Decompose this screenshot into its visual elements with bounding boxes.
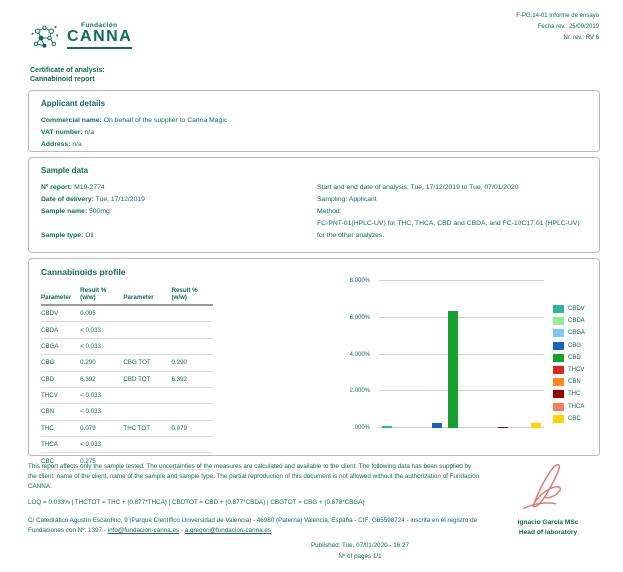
report-note: This report affects only the sample tested. The uncertainties of the measures are calculated and available to the client. The following data has been supplied by the client: name of the client, name of the sample and sample type. The partial reproduction of this document is not allowed without the authorization of Fundación CANNA. bbox=[28, 463, 480, 491]
table-row bbox=[41, 305, 213, 322]
parameter-cell bbox=[123, 404, 171, 420]
result-cell: < 0.033 bbox=[80, 338, 123, 354]
sample-left-fields bbox=[41, 182, 145, 242]
doc-ref-line2: Fecha rev.: 25/09/2019 bbox=[537, 23, 599, 30]
applicant-details-title: Applicant details bbox=[41, 99, 106, 108]
parameter-cell: CBC bbox=[41, 453, 80, 469]
field-address bbox=[41, 139, 227, 151]
method-text: FC-PNT-01(HPLC-UV) for THC, THCA, CBD and CBDA, and FC-10C17.01 (HPLC-UV) for the other analyzes. bbox=[317, 219, 580, 239]
chart-gridline bbox=[379, 390, 544, 391]
legend-swatch bbox=[553, 390, 564, 398]
bar-cbdv bbox=[382, 426, 392, 428]
parameter-cell: THCV bbox=[41, 387, 80, 403]
sample-right-fields bbox=[317, 182, 589, 241]
signature-block bbox=[486, 460, 610, 536]
result-cell bbox=[171, 338, 213, 354]
legend-label: CBDV bbox=[568, 306, 585, 312]
field-value: 500mg bbox=[87, 207, 110, 215]
chart-ytick-label: 4.000% bbox=[349, 351, 370, 358]
legend-label: THC bbox=[568, 391, 581, 398]
chart-ytick-label: .000% bbox=[352, 425, 370, 431]
field-method bbox=[317, 206, 589, 218]
applicant-details-box bbox=[28, 90, 600, 152]
result-cell: 0.275 bbox=[80, 453, 123, 469]
email-link-info[interactable]: info@fundacion-canna.es bbox=[107, 527, 180, 535]
legend-item-thca bbox=[553, 403, 585, 411]
signatory-name: Ignacio García MSc bbox=[517, 519, 579, 526]
cannabinoids-profile-title: Cannabinoids profile bbox=[41, 267, 126, 277]
cannabinoid-table bbox=[41, 285, 213, 470]
parameter-cell: CBDA bbox=[41, 322, 80, 338]
parameter-cell: CBGA bbox=[41, 338, 80, 354]
field-label: Start and end date of analysis: bbox=[317, 184, 409, 191]
field-analysis-dates bbox=[317, 182, 589, 194]
chart-legend bbox=[553, 305, 585, 427]
legend-item-thcv bbox=[553, 366, 585, 374]
legend-item-cbg bbox=[553, 342, 585, 350]
field-label: Nº report: bbox=[41, 184, 73, 191]
field-value: Applicant bbox=[347, 195, 377, 203]
cannabinoid-table-head bbox=[41, 285, 213, 305]
field-label: Address: bbox=[41, 140, 71, 148]
field-report-number bbox=[41, 182, 145, 194]
chart-ytick-label: 8.000% bbox=[349, 278, 370, 284]
field-label: Sample name: bbox=[41, 207, 88, 215]
field-value: Tue, 17/12/2019 bbox=[93, 195, 145, 203]
logo-canna-text: CANNA bbox=[67, 29, 132, 49]
field-vat-number bbox=[41, 127, 227, 139]
certificate-title-line2: Cannabinoid report bbox=[30, 76, 95, 84]
field-sample-type bbox=[41, 230, 145, 242]
legend-label: CBC bbox=[568, 415, 581, 422]
parameter-cell bbox=[123, 322, 171, 338]
table-row bbox=[41, 338, 213, 354]
parameter-cell: THC bbox=[41, 420, 80, 436]
result-cell: < 0.033 bbox=[80, 387, 123, 403]
chart-ytick-label: 2.000% bbox=[349, 388, 370, 395]
result-cell: 0.095 bbox=[80, 305, 123, 322]
parameter-cell bbox=[123, 338, 171, 354]
result-cell bbox=[171, 437, 213, 453]
result-cell bbox=[171, 404, 213, 420]
result-cell bbox=[171, 305, 213, 322]
parameter-cell: CBD bbox=[41, 371, 80, 387]
applicant-fields bbox=[41, 115, 227, 151]
spacer bbox=[41, 218, 145, 230]
field-sampling bbox=[317, 194, 589, 206]
chart-gridline bbox=[379, 427, 544, 428]
field-value: M19-2774 bbox=[72, 184, 105, 191]
result-cell: 0.079 bbox=[171, 420, 213, 436]
bar-thc bbox=[498, 427, 508, 428]
result-cell: 0.290 bbox=[80, 355, 123, 371]
legend-label: THCA bbox=[568, 403, 585, 410]
legend-label: CBDA bbox=[568, 318, 585, 325]
molecule-icon bbox=[30, 22, 64, 59]
legend-label: CBN bbox=[568, 379, 581, 386]
doc-ref-line1: F-PG.14-01 Informe de ensayo bbox=[516, 13, 599, 19]
field-value: Oil bbox=[83, 231, 94, 239]
legend-swatch bbox=[553, 342, 564, 350]
field-label: Sample type: bbox=[41, 231, 84, 239]
table-row bbox=[41, 437, 213, 453]
col-result-1: Result % (w/w) bbox=[80, 285, 123, 305]
field-label: VAT number: bbox=[41, 128, 83, 136]
address-separator: - bbox=[179, 527, 185, 535]
legend-swatch bbox=[553, 305, 564, 313]
parameter-cell: CBG bbox=[41, 355, 80, 371]
parameter-cell: THCA bbox=[41, 437, 80, 453]
chart-ytick-label: 6.000% bbox=[349, 314, 370, 321]
logo-wordmark bbox=[67, 22, 132, 49]
chart-ylabels bbox=[329, 278, 373, 431]
published-date: Published: Tue, 07/01/2020 - 16:27 bbox=[310, 542, 410, 549]
legend-swatch bbox=[553, 378, 564, 386]
legend-swatch bbox=[553, 317, 564, 325]
result-cell bbox=[171, 387, 213, 403]
legend-item-cbda bbox=[553, 317, 585, 325]
result-cell: 0.079 bbox=[80, 420, 123, 436]
parameter-cell bbox=[123, 437, 171, 453]
table-row bbox=[41, 322, 213, 338]
legend-label: CBG bbox=[568, 342, 582, 349]
cannabinoid-table-body bbox=[41, 305, 213, 469]
cannabinoid-bar-chart bbox=[329, 273, 587, 449]
address-text: C/ Catedrático Agustín Escardino, 9 (Parque Científico Universidad de Valencia) - 46980 (Paterna) Valencia, España - CIF: G65598724 - inscrita en el registro de Fundaciones con Nº: 1397 - bbox=[28, 517, 478, 535]
sample-data-box bbox=[28, 157, 600, 253]
published-block bbox=[130, 540, 590, 563]
field-value: n/a bbox=[70, 140, 82, 148]
field-label: Method: bbox=[317, 207, 342, 215]
field-label: Sampling: bbox=[317, 195, 348, 203]
field-label: Date of delivery: bbox=[41, 195, 94, 203]
parameter-cell bbox=[123, 305, 171, 322]
canna-logo bbox=[30, 22, 132, 59]
parameter-cell: THC TOT bbox=[123, 420, 171, 436]
bar-cbd bbox=[448, 311, 458, 428]
col-parameter-1: Parameter bbox=[41, 285, 80, 305]
result-cell: 6.392 bbox=[171, 371, 213, 387]
result-cell: 0.290 bbox=[171, 355, 213, 371]
legend-swatch bbox=[553, 366, 564, 374]
doc-ref-line3: Nr. rev.: RV 6 bbox=[563, 34, 599, 41]
field-label: Commercial name: bbox=[41, 117, 102, 124]
field-value: On behalf of the supplier to Canna Magic bbox=[101, 117, 228, 124]
field-value: Tue, 17/12/2019 to Tue, 07/01/2020 bbox=[408, 184, 519, 191]
legend-swatch bbox=[553, 403, 564, 411]
parameter-cell: CBD TOT bbox=[123, 371, 171, 387]
table-row bbox=[41, 420, 213, 436]
legend-swatch bbox=[553, 354, 564, 362]
signature-scribble bbox=[498, 499, 598, 516]
loq-formula-line: LOQ = 0.033% | THCTOT = THC + (0.877*THCA) | CBDTOT = CBD + (0.877*CBDA) | CBGTOT = CBG + (0.878*CBGA) bbox=[28, 499, 365, 506]
field-date-of-delivery bbox=[41, 194, 145, 206]
col-parameter-2: Parameter bbox=[123, 285, 171, 305]
legend-swatch bbox=[553, 415, 564, 423]
legend-label: CBGA bbox=[568, 330, 586, 337]
result-cell: < 0.033 bbox=[80, 437, 123, 453]
parameter-cell: CBN bbox=[41, 404, 80, 420]
result-cell: < 0.033 bbox=[80, 404, 123, 420]
table-row bbox=[41, 371, 213, 387]
result-cell: < 0.033 bbox=[80, 322, 123, 338]
table-header-row bbox=[41, 285, 213, 305]
chart-gridline bbox=[379, 354, 544, 355]
bar-cbc bbox=[531, 423, 541, 428]
legend-item-thc bbox=[553, 390, 585, 398]
certificate-title-line1: Certificate of analysis: bbox=[30, 67, 105, 74]
legend-item-cbga bbox=[553, 329, 585, 337]
sample-data-title: Sample data bbox=[41, 166, 89, 175]
table-row bbox=[41, 355, 213, 371]
logo-fundacion-text: Fundación bbox=[81, 22, 118, 29]
field-value: n/a bbox=[82, 128, 95, 136]
page-count: Nº of pages 1/1 bbox=[338, 553, 382, 561]
parameter-cell: CBG TOT bbox=[123, 355, 171, 371]
legend-item-cbdv bbox=[553, 305, 585, 313]
lab-address bbox=[28, 516, 480, 537]
legend-label: THCV bbox=[568, 366, 585, 373]
table-row bbox=[41, 387, 213, 403]
chart-plot bbox=[379, 281, 544, 428]
chart-gridline bbox=[379, 317, 544, 318]
legend-swatch bbox=[553, 329, 564, 337]
parameter-cell bbox=[123, 387, 171, 403]
signatory-role: Head of laboratory bbox=[518, 529, 578, 536]
result-cell: 6.392 bbox=[80, 371, 123, 387]
legend-item-cbc bbox=[553, 415, 585, 423]
legend-item-cbd bbox=[553, 354, 585, 362]
certificate-title bbox=[30, 66, 105, 85]
parameter-cell: CBDV bbox=[41, 305, 80, 322]
chart-gridline bbox=[379, 280, 544, 281]
cannabinoids-profile-box bbox=[28, 258, 600, 465]
legend-label: CBD bbox=[568, 354, 581, 361]
email-link-gregori[interactable]: a.gregori@fundacion-canna.es bbox=[184, 527, 272, 535]
field-commercial-name bbox=[41, 115, 227, 127]
bar-cbg bbox=[432, 423, 442, 428]
col-result-2: Result % (w/w) bbox=[171, 285, 213, 305]
field-sample-name bbox=[41, 206, 145, 218]
result-cell bbox=[171, 322, 213, 338]
doc-reference bbox=[516, 11, 599, 43]
legend-item-cbn bbox=[553, 378, 585, 386]
table-row bbox=[41, 404, 213, 420]
